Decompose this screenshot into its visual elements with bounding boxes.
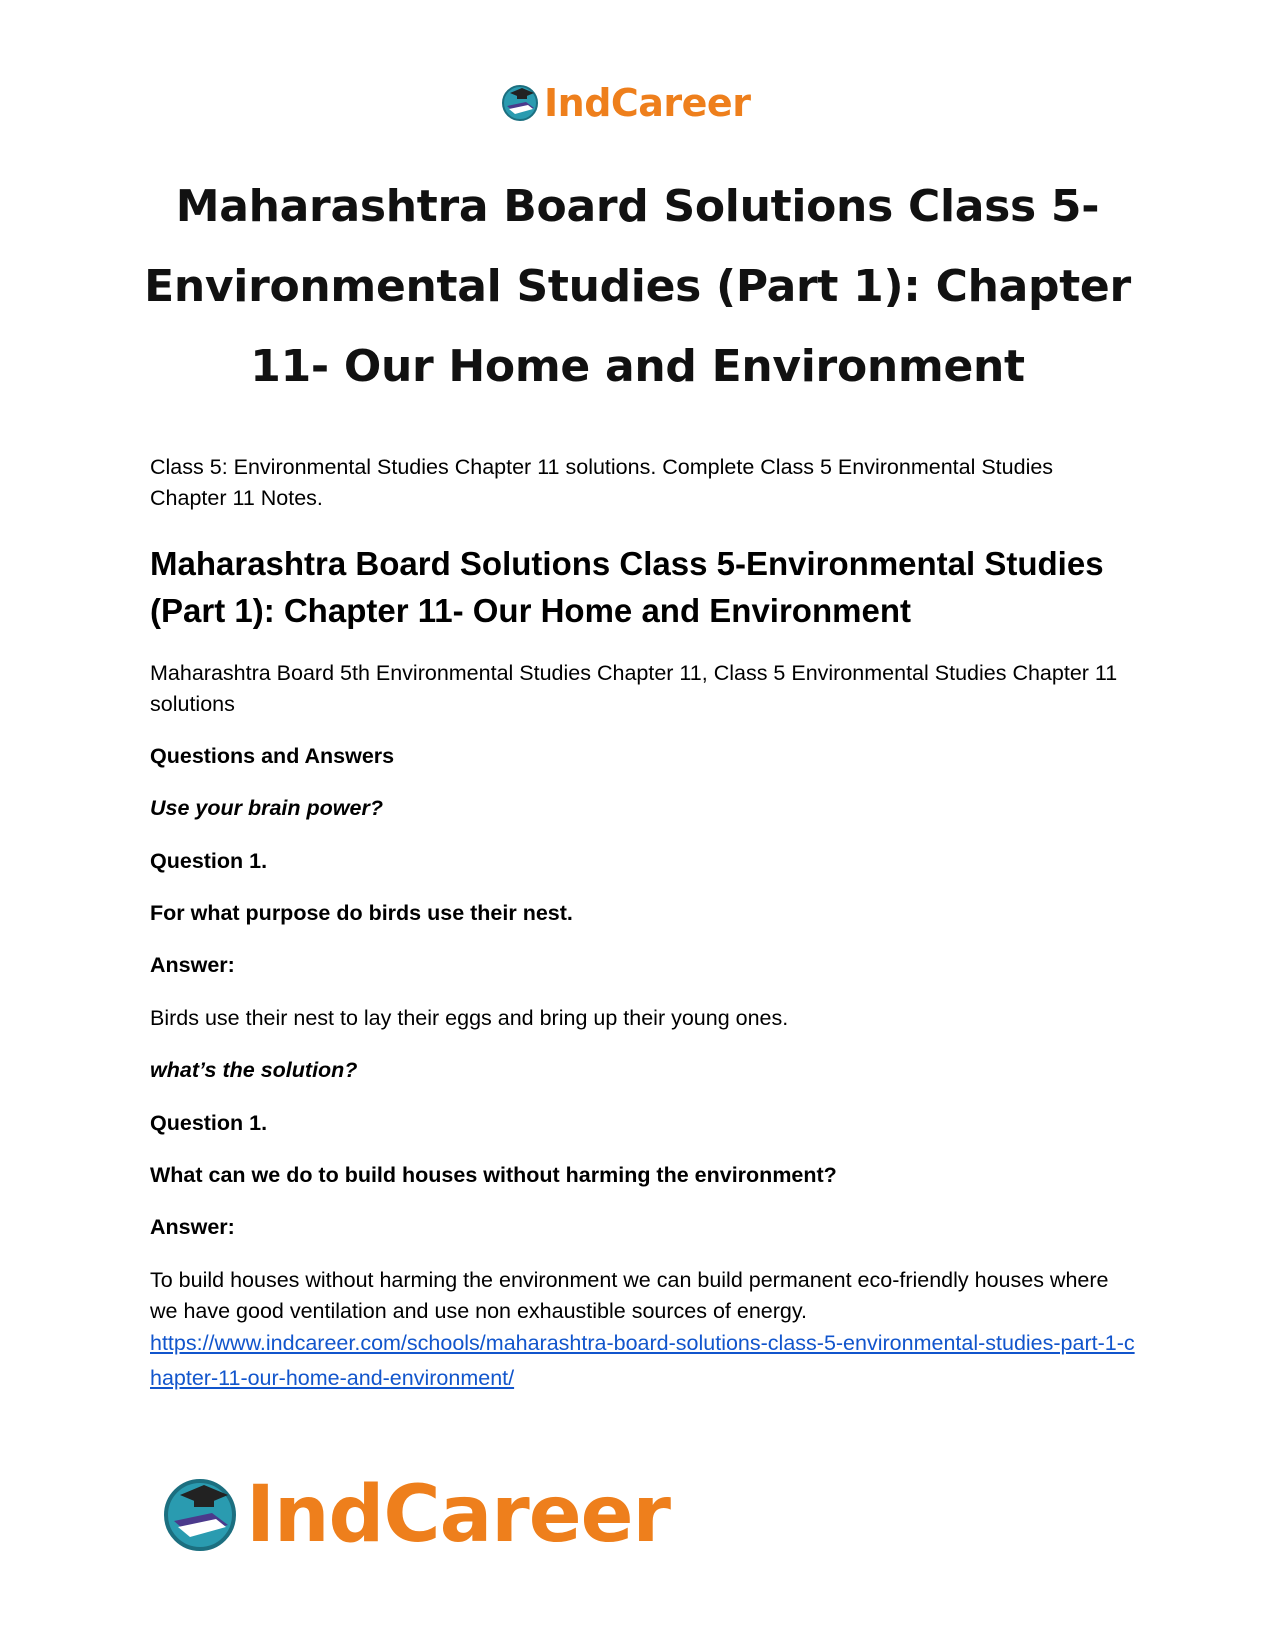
- section2-title: what’s the solution?: [150, 1058, 358, 1082]
- globe-book-icon: [500, 82, 542, 124]
- intro-paragraph: Class 5: Environmental Studies Chapter 11 solutions. Complete Class 5 Environmental Studies Chapter 11 Notes.: [150, 455, 1054, 510]
- section2-answer: To build houses without harming the environment we can build permanent eco-friendly houses where we have good ventilation and use non exhaustible sources of energy.: [150, 1268, 1109, 1323]
- footer-logo: [160, 1470, 670, 1560]
- section1-question-label: Question 1.: [150, 849, 268, 873]
- section1-title: Use your brain power?: [150, 796, 383, 820]
- section2-question: What can we do to build houses without harming the environment?: [150, 1163, 837, 1187]
- source-link[interactable]: https://www.indcareer.com/schools/maharashtra-board-solutions-class-5-environmental-studies-part-1-chapter-11-our-home-and-environment/: [150, 1331, 1135, 1390]
- section1-answer: Birds use their nest to lay their eggs and bring up their young ones.: [150, 1006, 789, 1030]
- page-title: Maharashtra Board Solutions Class 5-Environmental Studies (Part 1): Chapter 11- Our Home and Environment: [144, 181, 1131, 393]
- globe-book-icon: [160, 1473, 244, 1557]
- qa-heading: Questions and Answers: [150, 744, 395, 768]
- logo-wordmark: IndCareer: [544, 81, 751, 125]
- section-heading: Maharashtra Board Solutions Class 5-Environmental Studies (Part 1): Chapter 11- Our Home and Environment: [150, 545, 1104, 629]
- section1-question: For what purpose do birds use their nest.: [150, 901, 573, 925]
- header-logo: [500, 78, 750, 128]
- subintro-paragraph: Maharashtra Board 5th Environmental Studies Chapter 11, Class 5 Environmental Studies Chapter 11 solutions: [150, 661, 1118, 716]
- logo-wordmark: IndCareer: [246, 1470, 670, 1560]
- section2-answer-label: Answer:: [150, 1215, 235, 1239]
- section2-question-label: Question 1.: [150, 1111, 268, 1135]
- section1-answer-label: Answer:: [150, 953, 235, 977]
